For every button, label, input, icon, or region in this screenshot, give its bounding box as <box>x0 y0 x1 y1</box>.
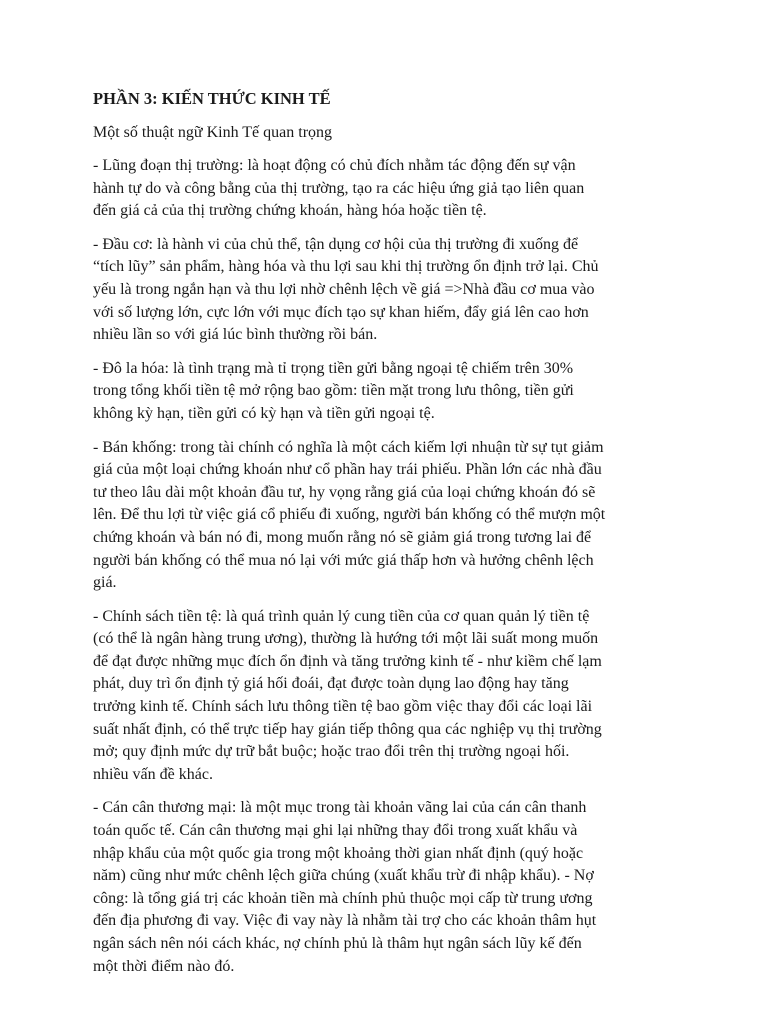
text-line: (có thể là ngân hàng trung ương), thường là hướng tới một lãi suất mong muốn <box>93 630 599 648</box>
text-line: nhập khẩu của một quốc gia trong một khoảng thời gian nhất định (quý hoặc <box>93 844 584 862</box>
text-line: - Bán khống: trong tài chính có nghĩa là một cách kiếm lợi nhuận từ sự tụt giảm <box>93 438 604 456</box>
text-line: với số lượng lớn, cực lớn với mục đích tạo sự khan hiếm, đẩy giá lên cao hơn <box>93 303 589 321</box>
text-line: - Lũng đoạn thị trường: là hoạt động có chủ đích nhằm tác động đến sự vận <box>93 157 576 174</box>
text-line: nhiều lần so với giá lúc bình thường rồi bán. <box>93 326 378 344</box>
text-line: yếu là trong ngắn hạn và thu lợi nhờ chênh lệch về giá =>Nhà đầu cơ mua vào <box>93 280 595 298</box>
text-line: hành tự do và công bằng của thị trường, tạo ra các hiệu ứng giả tạo liên quan <box>93 179 585 197</box>
term-chinh-sach-tien-te <box>93 606 688 787</box>
text-line: đến địa phương đi vay. Việc đi vay này là nhằm tài trợ cho các khoản thâm hụt <box>93 912 597 930</box>
text-line: năm) cũng như mức chênh lệch giữa chúng (xuất khẩu trừ đi nhập khẩu). - Nợ <box>93 867 594 885</box>
text-line: nhiều vấn đề khác. <box>93 765 213 783</box>
term-lung-doan-thi-truong <box>93 155 688 223</box>
term-do-la-hoa <box>93 358 688 426</box>
text-line: - Đô la hóa: là tình trạng mà tỉ trọng tiền gửi bằng ngoại tệ chiếm trên 30% <box>93 359 574 377</box>
text-line: toán quốc tế. Cán cân thương mại ghi lại những thay đổi trong xuất khẩu và <box>93 822 578 840</box>
text-line: mở; quy định mức dự trữ bắt buộc; hoặc trao đổi trên thị trường ngoại hối. <box>93 743 570 761</box>
text-line: tư theo lâu dài một khoản đầu tư, hy vọng rằng giá của loại chứng khoán đó sẽ <box>93 483 596 501</box>
text-line: lên. Để thu lợi từ việc giá cổ phiếu đi xuống, người bán khống có thể mượn một <box>93 506 606 524</box>
document-body <box>93 88 688 989</box>
text-line: người bán khống có thể mua nó lại với mức giá thấp hơn và hưởng chênh lệch <box>93 551 594 569</box>
text-line: để đạt được những mục đích ổn định và tăng trưởng kinh tế - như kiềm chế lạm <box>93 652 602 670</box>
section-title: PHẦN 3: KIẾN THỨC KINH TẾ <box>93 89 331 108</box>
term-ban-khong <box>93 437 688 595</box>
text-line: một thời điểm nào đó. <box>93 957 235 975</box>
text-line: - Cán cân thương mại: là một mục trong tài khoản vãng lai của cán cân thanh <box>93 799 587 817</box>
text-line: đến giá cả của thị trường chứng khoán, hàng hóa hoặc tiền tệ. <box>93 202 487 220</box>
text-line: công: là tổng giá trị các khoản tiền mà chính phủ thuộc mọi cấp từ trung ương <box>93 889 593 907</box>
term-can-can-thuong-mai <box>93 797 688 978</box>
paragraph-list <box>93 155 688 978</box>
text-line: giá của một loại chứng khoán như cổ phần hay trái phiếu. Phần lớn các nhà đầu <box>93 461 602 479</box>
text-line: - Chính sách tiền tệ: là quá trình quản lý cung tiền của cơ quan quản lý tiền tệ <box>93 607 590 625</box>
text-line: không kỳ hạn, tiền gửi có kỳ hạn và tiền gửi ngoại tệ. <box>93 404 435 422</box>
text-line: phát, duy trì ổn định tỷ giá hối đoái, đạt được toàn dụng lao động hay tăng <box>93 675 569 693</box>
text-line: “tích lũy” sản phẩm, hàng hóa và thu lợi sau khi thị trường ổn định trở lại. Chủ <box>93 258 599 276</box>
text-line: - Đầu cơ: là hành vi của chủ thể, tận dụng cơ hội của thị trường đi xuống để <box>93 235 579 253</box>
text-line: giá. <box>93 574 117 592</box>
text-line: trưởng kinh tế. Chính sách lưu thông tiền tệ bao gồm việc thay đổi các loại lãi <box>93 698 593 716</box>
term-dau-co <box>93 234 688 347</box>
text-line: trong tổng khối tiền tệ mở rộng bao gồm: tiền mặt trong lưu thông, tiền gửi <box>93 382 574 400</box>
section-subtitle: Một số thuật ngữ Kinh Tế quan trọng <box>93 124 333 141</box>
text-line: chứng khoán và bán nó đi, mong muốn rằng nó sẽ giảm giá trong tương lai để <box>93 528 592 546</box>
text-line: ngân sách nên nói cách khác, nợ chính phủ là thâm hụt ngân sách lũy kế đến <box>93 935 582 952</box>
text-line: suất nhất định, có thể trực tiếp hay gián tiếp thông qua các nghiệp vụ thị trường <box>93 720 602 738</box>
